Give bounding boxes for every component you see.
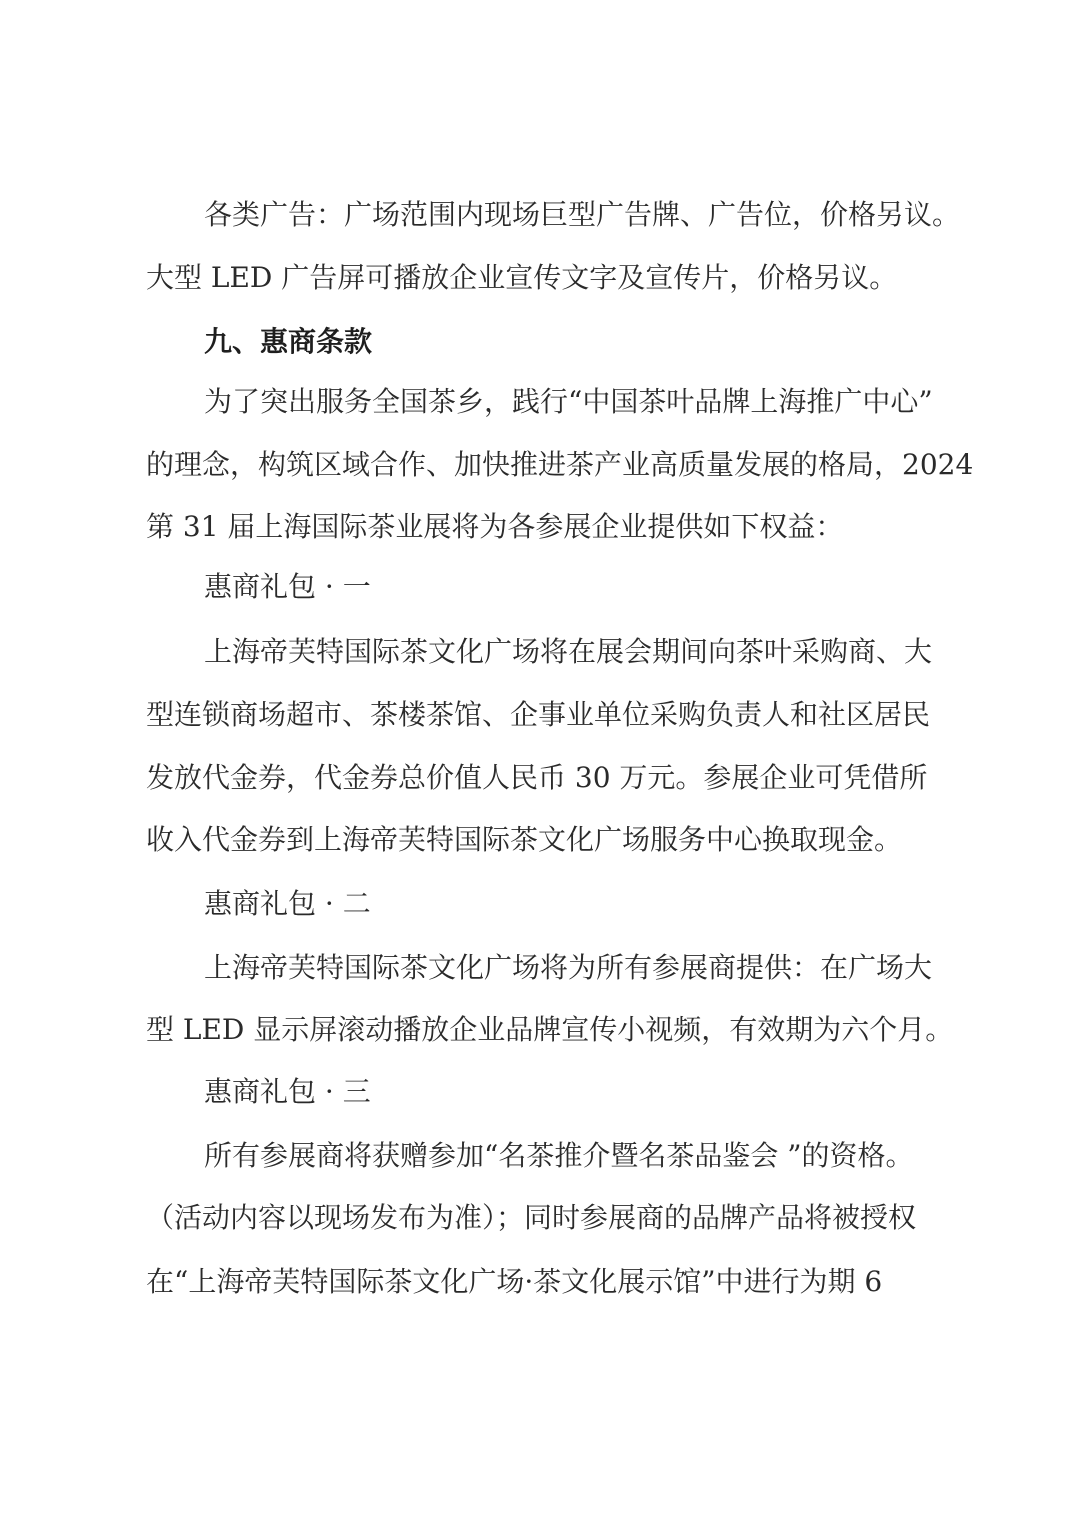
paragraph-line: 为了突出服务全国茶乡，践行“中国茶叶品牌上海推广中心” bbox=[204, 385, 933, 418]
subheading: 惠商礼包 · 二 bbox=[204, 887, 371, 920]
paragraph-line: 发放代金券，代金券总价值人民币 30 万元。参展企业可凭借所 bbox=[146, 761, 928, 794]
paragraph-line: （活动内容以现场发布为准）；同时参展商的品牌产品将被授权 bbox=[146, 1201, 917, 1234]
paragraph-line: 在“上海帝芙特国际茶文化广场·茶文化展示馆”中进行为期 6 bbox=[146, 1265, 883, 1298]
paragraph-line: 收入代金券到上海帝芙特国际茶文化广场服务中心换取现金。 bbox=[146, 823, 903, 856]
paragraph-line: 上海帝芙特国际茶文化广场将在展会期间向茶叶采购商、大 bbox=[204, 635, 933, 668]
paragraph-line: 所有参展商将获赠参加“名茶推介暨名茶品鉴会 ”的资格。 bbox=[204, 1139, 914, 1172]
paragraph-line: 大型 LED 广告屏可播放企业宣传文字及宣传片，价格另议。 bbox=[146, 261, 898, 294]
section-heading: 九、惠商条款 bbox=[204, 325, 373, 358]
paragraph-line: 型 LED 显示屏滚动播放企业品牌宣传小视频，有效期为六个月。 bbox=[146, 1013, 954, 1046]
paragraph-line: 型连锁商场超市、茶楼茶馆、企事业单位采购负责人和社区居民 bbox=[146, 698, 931, 731]
paragraph-line: 的理念，构筑区域合作、加快推进茶产业高质量发展的格局，2024 bbox=[146, 448, 974, 481]
paragraph-line: 各类广告：广场范围内现场巨型广告牌、广告位，价格另议。 bbox=[204, 198, 961, 231]
paragraph-line: 上海帝芙特国际茶文化广场将为所有参展商提供：在广场大 bbox=[204, 951, 933, 984]
paragraph-line: 第 31 届上海国际茶业展将为各参展企业提供如下权益： bbox=[146, 510, 844, 543]
subheading: 惠商礼包 · 一 bbox=[204, 570, 371, 603]
subheading: 惠商礼包 · 三 bbox=[204, 1075, 371, 1108]
